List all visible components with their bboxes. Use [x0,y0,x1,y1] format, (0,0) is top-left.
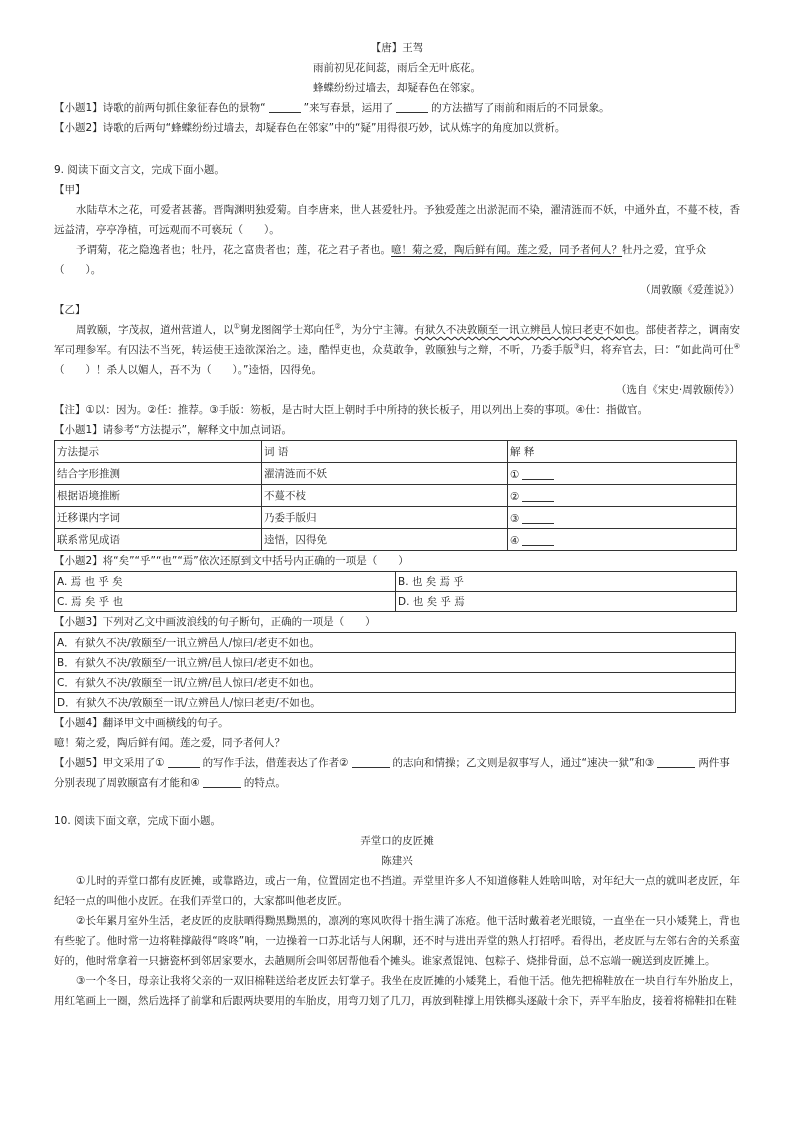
poem-author: 【唐】王驾 [370,42,424,54]
phrase-cell: 逵悟，囚得免 [262,529,508,551]
table-row [55,673,736,693]
annotation-note: 【注】①以：因为。②任：推荐。③手版：笏板，是古时大臣上朝时手中所持的狭长板子，用以列出上奏的事项。④仕：指做官。 [54,404,649,416]
method-cell: 根据语境推断 [55,485,262,507]
jia-underlined-sentence: 噫！菊之爱，陶后鲜有闻。莲之爱，同予者何人？ [391,244,623,256]
poem-line-2: 蜂蝶纷纷过墙去，却疑春色在邻家。 [313,82,481,94]
sub5-blank-3[interactable] [657,755,695,768]
sub-question-4-sentence: 噫！菊之爱，陶后鲜有闻。莲之爱，同予者何人？ [54,737,285,749]
table-header: 解 释 [508,441,737,463]
sub5-text-a: 【小题5】甲文采用了① [54,757,165,769]
sub-question-4: 【小题4】翻译甲文中画横线的句子。 [54,717,229,729]
answer-cell[interactable] [508,507,737,529]
jia-source: （周敦颐《爱莲说》） [640,284,740,296]
yi-source: （选自《宋史·周敦颐传》） [615,384,740,396]
q9-title: 9. 阅读下面文言文，完成下面小题。 [54,164,225,176]
yi-text-a: 周敦颐，字茂叔，道州营道人，以 [76,324,234,336]
table-row [55,485,737,507]
answer-cell[interactable] [508,485,737,507]
q10-title: 10. 阅读下面文章，完成下面小题。 [54,815,222,827]
answer-cell[interactable] [508,529,737,551]
sub5-text-f: 的特点。 [243,777,286,789]
table-row [55,572,737,592]
method-cell: 联系常见成语 [55,529,262,551]
jia-label: 【甲】 [54,184,86,196]
phrase-cell: 乃委手版归 [262,507,508,529]
answer-number: ② [510,490,520,503]
method-cell: 结合字形推测 [55,463,262,485]
table-row [55,592,737,612]
yi-text-e: 归，将弃官去，曰：“如此尚可仕 [579,344,734,356]
article-paragraph-2: ②长年累月室外生活，老皮匠的皮肤晒得黝黑黝黑的，凛冽的寒风吹得十指生满了冻疮。他干活时戴着老光眼镜，一直坐在一只小矮凳上，背也有些驼了。他时常一边将鞋撑敲得“咚咚”响，一边操着一口苏北话与人闲聊，还不时与进出弄堂的熟人打招呼。看得出，老皮匠与左邻右舍的关系蛮好的，他时常拿着一只搪瓷杯到邻居家要水，去趟厕所会叫邻居帮他看个摊头。谁家煮馄饨、包粽子、烧排骨面，总不忘端一碗送到皮匠摊上。 [54,915,740,967]
answer-cell[interactable] [508,463,737,485]
option-d[interactable]: D. 也 矣 乎 焉 [396,592,737,612]
yi-text-c: ，为分宁主簿。 [340,324,415,336]
footnote-mark-4: ④ [733,342,740,351]
answer-number: ④ [510,534,520,547]
table-header: 词 语 [262,441,508,463]
answer-blank[interactable] [522,467,554,480]
sub-question-2: 【小题2】将“矣”“乎”“也”“焉”依次还原到文中括号内正确的一项是（ ） [54,555,409,567]
sub2-options-table [54,571,737,612]
phrase-cell: 不蔓不枝 [262,485,508,507]
table-row [55,529,737,551]
option-b[interactable]: B. 也 矣 焉 乎 [396,572,737,592]
table-row [55,463,737,485]
table-row [55,507,737,529]
table-row [55,653,736,673]
poem-line-1: 雨前初见花间蕊，雨后全无叶底花。 [313,62,481,74]
footnote-mark-2: ② [334,322,341,331]
sub5-blank-1[interactable] [168,755,200,768]
jia-paragraph-1: 水陆草木之花，可爱者甚蕃。晋陶渊明独爱菊。自李唐来，世人甚爱牡丹。予独爱莲之出淤泥而不染，濯清涟而不妖，中通外直，不蔓不枝，香远益清，亭亭净植，可远观而不可亵玩（ ）。 [54,204,740,236]
article-paragraph-3: ③一个冬日，母亲让我将父亲的一双旧棉鞋送给老皮匠去钉掌子。我坐在皮匠摊的小矮凳上，看他干活。他先把棉鞋放在一块自行车外胎皮上，用红笔画上一圈，然后选择了前掌和后跟两块要用的车胎皮，用弯刀划了几刀，再放到鞋撑上用铁榔头逐敲十余下，弄平车胎皮，接着将棉鞋扣在鞋 [54,975,740,1007]
option-c[interactable]: C．有狱久不决/敦颐至一讯/立辨/邑人惊曰/老吏不如也。 [55,673,736,693]
sub5-text-b: 的写作手法，借莲表达了作者② [202,757,349,769]
document-page [54,38,740,1011]
option-c[interactable]: C. 焉 矣 乎 也 [55,592,396,612]
jia-p2-text-b: 牡丹之爱，宜乎众 [622,244,707,256]
option-a[interactable]: A. 焉 也 乎 矣 [55,572,396,592]
poem-question-2: 【小题2】诗歌的后两句“蜂蝶纷纷过墙去，却疑春色在邻家”中的“疑”用得很巧妙，试从炼字的角度加以赏析。 [54,122,566,134]
jia-paragraph-2 [54,240,740,260]
sub-question-3: 【小题3】下列对乙文中画波浪线的句子断句，正确的一项是（ ） [54,616,376,628]
yi-wavy-sentence: 有狱久不决敦颐至一讯立辨邑人惊曰老吏不如也 [414,324,635,336]
article-title: 弄堂口的皮匠摊 [360,835,434,847]
jia-p2-end: （ ）。 [54,264,102,276]
yi-text-d: 。部使者荐之，调南安军司理参军。有囚法不当死，转运使王逵欲深治之。逵，酷悍吏也，众莫敢争，敦颐独与之辩，不听，乃委手版 [54,324,741,356]
q1-text-c: 的方法描写了雨前和雨后的不同景象。 [431,102,610,114]
answer-number: ① [510,468,520,481]
yi-text-b: 舅龙图阁学士郑向任 [239,324,335,336]
poem-question-1 [54,98,740,118]
option-d[interactable]: D．有狱久不决/敦颐至一讯/立辨邑人/惊曰老吏/不如也。 [55,693,736,713]
sub-question-1: 【小题1】请参考“方法提示”，解释文中加点词语。 [54,424,293,436]
sub-question-5 [54,753,740,773]
article-paragraph-1: ①儿时的弄堂口都有皮匠摊，或靠路边，或占一角，位置固定也不挡道。弄堂里许多人不知道修鞋人姓啥叫啥，对年纪大一点的就叫老皮匠，年纪轻一点的叫他小皮匠。在我们弄堂口的，大家都叫他老皮匠。 [54,875,740,907]
q1-blank-2[interactable] [396,100,428,113]
footnote-mark-1: ① [233,322,240,331]
phrase-cell: 濯清涟而不妖 [262,463,508,485]
vocab-table [54,440,737,551]
sub5-blank-2[interactable] [352,755,390,768]
sub5-text-e: 分别表现了周敦颐富有才能和④ [54,777,200,789]
yi-paragraph [54,320,740,380]
table-row [55,693,736,713]
sub5-text-d: 两件事 [698,757,730,769]
article-author: 陈建兴 [381,855,413,867]
table-row [55,633,736,653]
table-header-row [55,441,737,463]
sub5-blank-4[interactable] [203,775,241,788]
table-header: 方法提示 [55,441,262,463]
option-b[interactable]: B．有狱久不决/敦颐至/一讯立辨/邑人惊曰/老吏不如也。 [55,653,736,673]
q1-text-a: 【小题1】诗歌的前两句抓住象征春色的景物“ [54,102,266,114]
method-cell: 迁移课内字词 [55,507,262,529]
answer-blank[interactable] [522,511,554,524]
option-a[interactable]: A．有狱久不决/敦颐至/一讯立辨邑人/惊曰/老吏不如也。 [55,633,736,653]
sub5-text-c: 的志向和情操；乙文则是叙事写人，通过“速决一狱”和③ [392,757,655,769]
q1-blank-1[interactable] [269,100,301,113]
yi-text-f: （ ）！杀人以媚人，吾不为（ ）。”逵悟，囚得免。 [54,364,322,376]
sub-question-5-cont [54,773,740,793]
q1-text-b: ”来写春景，运用了 [303,102,394,114]
yi-label: 【乙】 [54,304,86,316]
sub3-options-table [54,632,736,713]
footnote-mark-3: ③ [573,342,580,351]
answer-blank[interactable] [522,489,554,502]
answer-number: ③ [510,512,520,525]
jia-p2-text-a: 予谓菊，花之隐逸者也；牡丹，花之富贵者也；莲，花之君子者也。 [76,244,392,256]
answer-blank[interactable] [522,533,554,546]
